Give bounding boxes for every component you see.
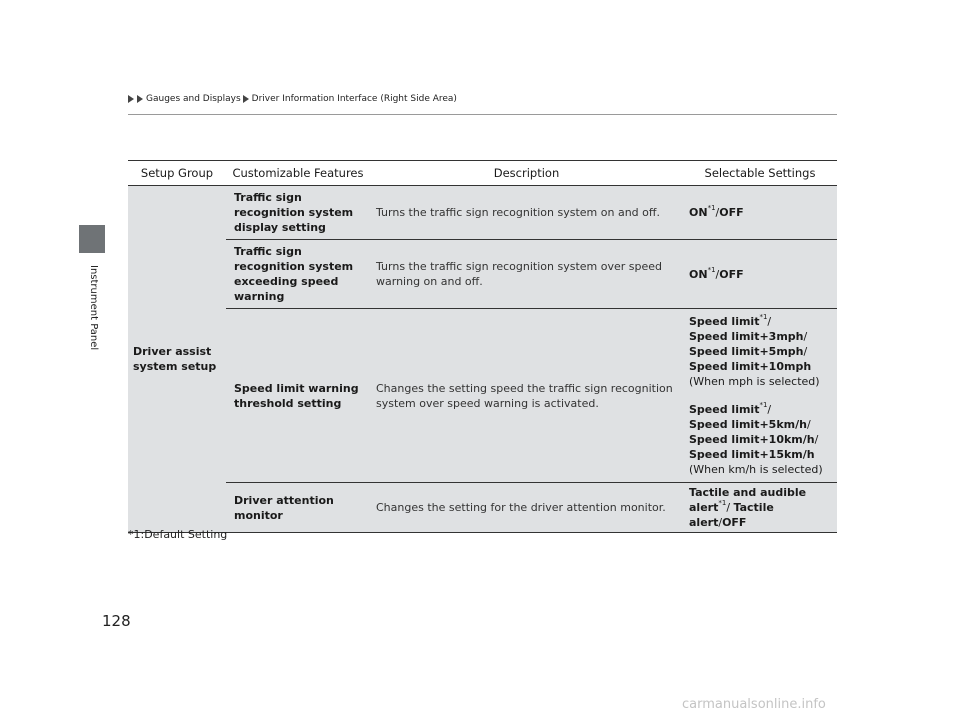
breadcrumb-page: Driver Information Interface (Right Side Area): [251, 94, 457, 104]
table-row: [128, 240, 837, 309]
description-cell: Turns the traffic sign recognition system over speed warning on and off.: [370, 240, 683, 309]
watermark: carmanualsonline.info: [682, 697, 826, 712]
section-side-label: Instrument Panel: [88, 265, 99, 351]
breadcrumb: [128, 94, 457, 104]
option-separator: /: [715, 206, 720, 219]
header-description: Description: [370, 161, 683, 186]
option-line: Speed limit$^{*1}$/: [689, 401, 772, 416]
option-note: (When mph is selected): [689, 375, 820, 388]
option-on: ON: [689, 267, 708, 281]
feature-cell: Traffic sign recognition system exceeding speed warning: [226, 240, 370, 309]
default-mark: *1: [707, 204, 716, 212]
table-row: [128, 309, 837, 483]
table-header-row: [128, 161, 837, 186]
option-b: Tactile alert: [689, 501, 774, 529]
option-line: Speed limit+10km/h/: [689, 433, 819, 446]
setup-group-cell: Driver assist system setup: [128, 186, 226, 533]
table-row: [128, 483, 837, 533]
breadcrumb-section[interactable]: Gauges and Displays: [146, 94, 241, 104]
option-c: OFF: [722, 516, 747, 529]
option-line: Speed limit+5km/h/: [689, 418, 811, 431]
option-line: Speed limit+3mph/: [689, 330, 808, 343]
table-row: [128, 186, 837, 240]
option-line: Speed limit$^{*1}$/: [689, 313, 772, 328]
header-rule: [128, 114, 837, 115]
header-customizable-features: Customizable Features: [226, 161, 370, 186]
description-cell: Changes the setting for the driver attention monitor.: [370, 483, 683, 533]
breadcrumb-arrow-icon: [128, 95, 134, 103]
footnote: *1:Default Setting: [128, 528, 228, 541]
breadcrumb-arrow-icon: [137, 95, 143, 103]
header-setup-group: Setup Group: [128, 161, 226, 186]
feature-cell: Traffic sign recognition system display setting: [226, 186, 370, 240]
option-separator: /: [715, 267, 720, 281]
default-mark: *1: [718, 499, 727, 507]
option-a: Tactile and audible alert: [689, 486, 807, 514]
settings-cell: Tactile and audible alert$^{*1}$/ Tactile alert/OFF: [683, 483, 837, 533]
option-line: Speed limit+5mph/: [689, 345, 808, 358]
option-line: Speed limit+15km/h: [689, 448, 815, 461]
default-mark: *1: [759, 313, 768, 321]
breadcrumb-arrow-icon: [243, 95, 249, 103]
default-mark: *1: [759, 401, 768, 409]
default-mark: *1: [707, 265, 716, 274]
section-tab-marker: [79, 225, 105, 253]
option-off: OFF: [719, 267, 744, 281]
settings-cell: [683, 240, 837, 309]
option-line: Speed limit+10mph: [689, 360, 812, 373]
description-cell: Turns the traffic sign recognition system on and off.: [370, 186, 683, 240]
feature-cell: Driver attention monitor: [226, 483, 370, 533]
settings-cell: [683, 309, 837, 483]
option-note: (When km/h is selected): [689, 463, 823, 476]
option-on: ON: [689, 206, 708, 219]
option-off: OFF: [719, 206, 744, 219]
description-cell: Changes the setting speed the traffic sign recognition system over speed warning is activated.: [370, 309, 683, 483]
settings-cell: [683, 186, 837, 240]
header-selectable-settings: Selectable Settings: [683, 161, 837, 186]
page-number: 128: [102, 612, 131, 630]
feature-cell: Speed limit warning threshold setting: [226, 309, 370, 483]
settings-table: [128, 160, 837, 533]
